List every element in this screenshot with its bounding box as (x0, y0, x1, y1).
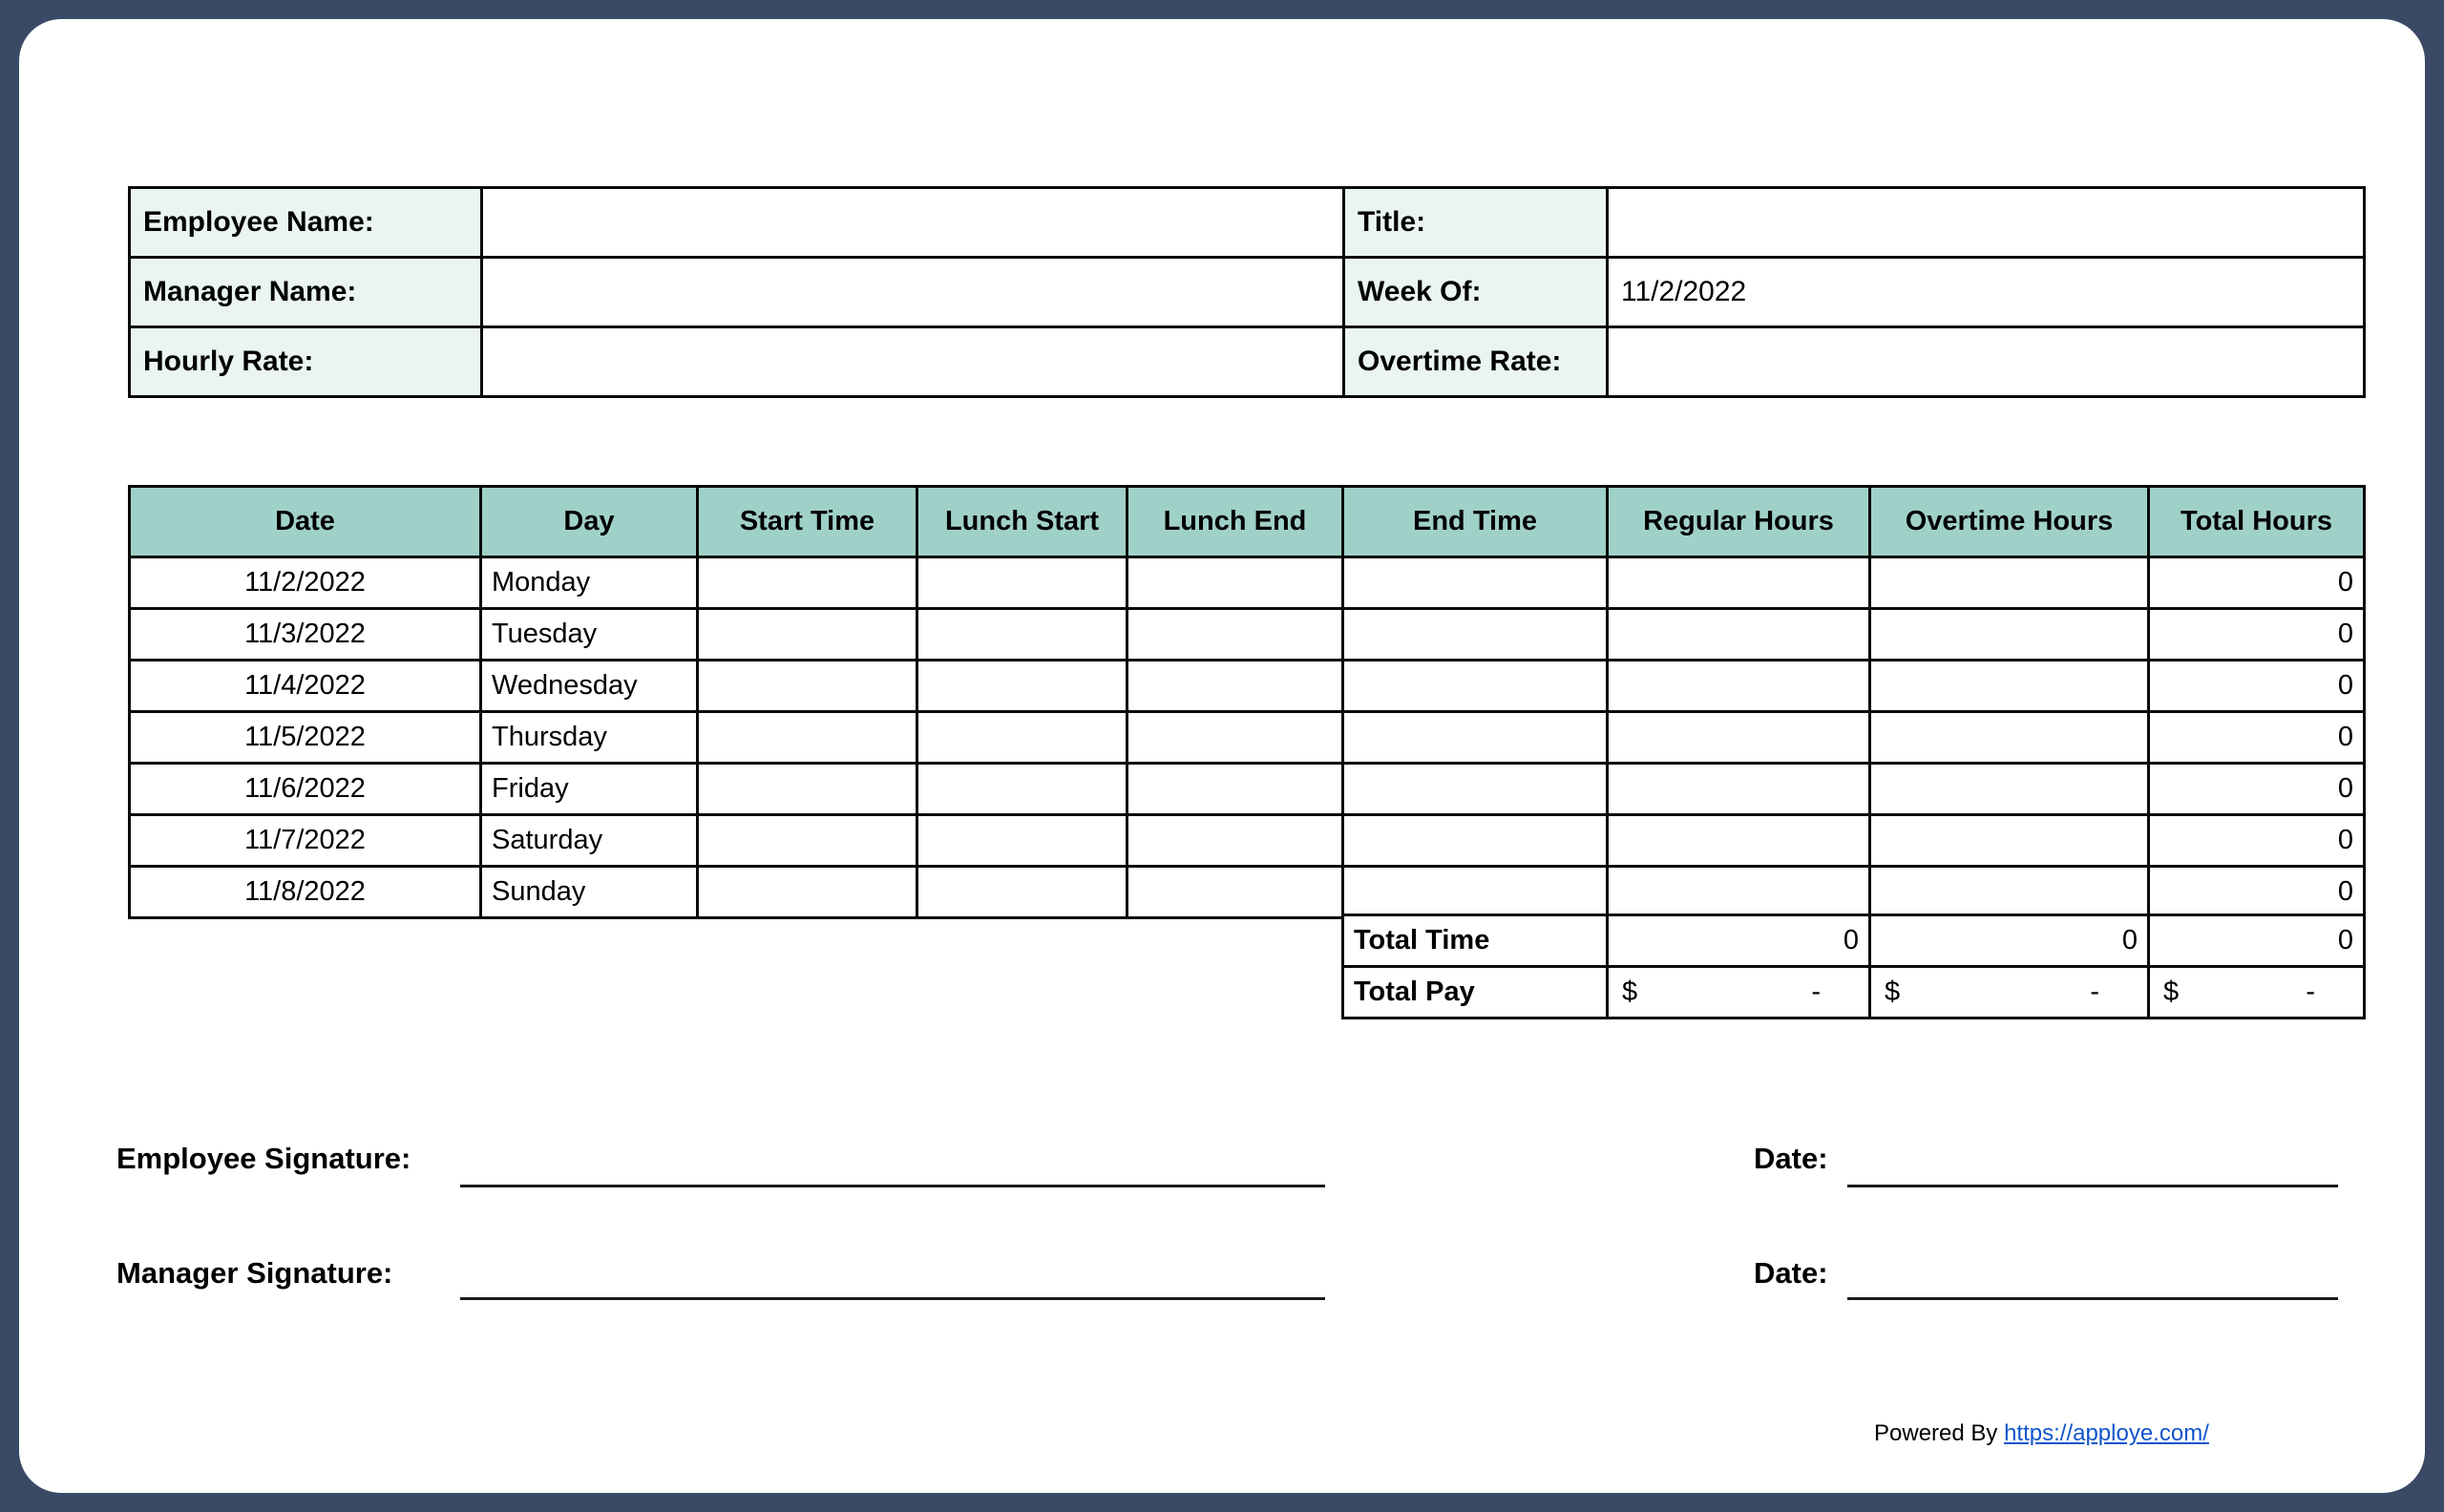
powered-by-footer (1874, 1420, 2209, 1447)
total-hours-value: 0 (2149, 915, 2365, 967)
end-time-cell[interactable] (1343, 764, 1608, 815)
lunch-start-cell[interactable] (917, 815, 1127, 867)
date-cell: 11/6/2022 (130, 764, 481, 815)
week-of-label: Week Of: (1344, 258, 1608, 327)
hourly-rate-label: Hourly Rate: (130, 327, 482, 397)
start-time-cell[interactable] (698, 867, 917, 918)
end-time-cell[interactable] (1343, 661, 1608, 712)
totals-table (1341, 914, 2366, 1019)
timesheet-row (130, 661, 2365, 712)
total-hours-cell: 0 (2149, 867, 2365, 918)
overtime-hours-cell[interactable] (1870, 557, 2149, 609)
employee-date-line[interactable] (1847, 1185, 2338, 1187)
start-time-cell[interactable] (698, 764, 917, 815)
total-hours-cell: 0 (2149, 557, 2365, 609)
total-hours-cell: 0 (2149, 609, 2365, 661)
lunch-end-cell[interactable] (1127, 609, 1343, 661)
start-time-cell[interactable] (698, 661, 917, 712)
employee-signature-line[interactable] (460, 1185, 1325, 1187)
lunch-end-cell[interactable] (1127, 712, 1343, 764)
date-cell: 11/3/2022 (130, 609, 481, 661)
day-cell: Sunday (481, 867, 698, 918)
overtime-hours-cell[interactable] (1870, 815, 2149, 867)
day-cell: Wednesday (481, 661, 698, 712)
lunch-end-cell[interactable] (1127, 815, 1343, 867)
end-time-cell[interactable] (1343, 867, 1608, 918)
total-hours-cell: 0 (2149, 764, 2365, 815)
total-time-label: Total Time (1343, 915, 1608, 967)
total-pay-row (1343, 967, 2365, 1018)
overtime-hours-cell[interactable] (1870, 764, 2149, 815)
timesheet-row (130, 712, 2365, 764)
overtime-hours-cell[interactable] (1870, 712, 2149, 764)
regular-pay-value (1608, 967, 1870, 1018)
total-time-row (1343, 915, 2365, 967)
total-hours-cell: 0 (2149, 815, 2365, 867)
regular-hours-cell[interactable] (1608, 609, 1870, 661)
timesheet-row (130, 764, 2365, 815)
overtime-hours-column-header: Overtime Hours (1870, 487, 2149, 557)
lunch-end-cell[interactable] (1127, 867, 1343, 918)
start-time-cell[interactable] (698, 815, 917, 867)
manager-signature-label: Manager Signature: (116, 1256, 393, 1290)
total-pay-value (2149, 967, 2365, 1018)
lunch-start-cell[interactable] (917, 712, 1127, 764)
overtime-hours-cell[interactable] (1870, 609, 2149, 661)
pay-amount: - (2090, 976, 2099, 1007)
overtime-rate-label: Overtime Rate: (1344, 327, 1608, 397)
manager-date-label: Date: (1754, 1256, 1828, 1290)
timesheet-row (130, 609, 2365, 661)
apploye-link[interactable]: https://apploye.com/ (2004, 1420, 2209, 1446)
manager-name-field[interactable] (482, 258, 1344, 327)
currency-symbol: $ (2163, 976, 2180, 1007)
total-pay-label: Total Pay (1343, 967, 1608, 1018)
end-time-cell[interactable] (1343, 609, 1608, 661)
date-column-header: Date (130, 487, 481, 557)
lunch-start-cell[interactable] (917, 557, 1127, 609)
title-field[interactable] (1608, 188, 2365, 258)
regular-hours-cell[interactable] (1608, 867, 1870, 918)
timesheet-row (130, 815, 2365, 867)
timesheet-document (19, 19, 2425, 1493)
lunch-end-column-header: Lunch End (1127, 487, 1343, 557)
powered-by-text: Powered By (1874, 1420, 2005, 1446)
timesheet-row (130, 557, 2365, 609)
overtime-rate-field[interactable] (1608, 327, 2365, 397)
regular-hours-cell[interactable] (1608, 764, 1870, 815)
end-time-column-header: End Time (1343, 487, 1608, 557)
currency-symbol: $ (1885, 976, 1901, 1007)
employee-info-table (128, 186, 2366, 398)
timesheet-table (128, 485, 2366, 919)
start-time-cell[interactable] (698, 609, 917, 661)
lunch-start-cell[interactable] (917, 609, 1127, 661)
overtime-pay-value (1870, 967, 2149, 1018)
employee-date-label: Date: (1754, 1142, 1828, 1175)
table-row (130, 327, 2365, 397)
start-time-cell[interactable] (698, 712, 917, 764)
manager-date-line[interactable] (1847, 1297, 2338, 1300)
regular-hours-cell[interactable] (1608, 557, 1870, 609)
week-of-field[interactable]: 11/2/2022 (1608, 258, 2365, 327)
total-hours-column-header: Total Hours (2149, 487, 2365, 557)
lunch-start-column-header: Lunch Start (917, 487, 1127, 557)
employee-signature-label: Employee Signature: (116, 1142, 411, 1175)
start-time-column-header: Start Time (698, 487, 917, 557)
day-cell: Friday (481, 764, 698, 815)
day-cell: Saturday (481, 815, 698, 867)
manager-name-label: Manager Name: (130, 258, 482, 327)
table-row (130, 258, 2365, 327)
timesheet-header-row (130, 487, 2365, 557)
regular-hours-cell[interactable] (1608, 661, 1870, 712)
lunch-start-cell[interactable] (917, 867, 1127, 918)
day-cell: Thursday (481, 712, 698, 764)
lunch-end-cell[interactable] (1127, 557, 1343, 609)
date-cell: 11/8/2022 (130, 867, 481, 918)
pay-amount: - (2306, 976, 2315, 1007)
overtime-hours-cell[interactable] (1870, 661, 2149, 712)
overtime-hours-cell[interactable] (1870, 867, 2149, 918)
regular-hours-cell[interactable] (1608, 712, 1870, 764)
manager-signature-line[interactable] (460, 1297, 1325, 1300)
currency-symbol: $ (1622, 976, 1638, 1007)
date-cell: 11/5/2022 (130, 712, 481, 764)
day-column-header: Day (481, 487, 698, 557)
regular-hours-column-header: Regular Hours (1608, 487, 1870, 557)
lunch-end-cell[interactable] (1127, 764, 1343, 815)
total-regular-hours-value: 0 (1608, 915, 1870, 967)
title-label: Title: (1344, 188, 1608, 258)
end-time-cell[interactable] (1343, 712, 1608, 764)
lunch-end-cell[interactable] (1127, 661, 1343, 712)
date-cell: 11/7/2022 (130, 815, 481, 867)
date-cell: 11/4/2022 (130, 661, 481, 712)
employee-name-label: Employee Name: (130, 188, 482, 258)
total-overtime-hours-value: 0 (1870, 915, 2149, 967)
total-hours-cell: 0 (2149, 712, 2365, 764)
regular-hours-cell[interactable] (1608, 815, 1870, 867)
total-hours-cell: 0 (2149, 661, 2365, 712)
hourly-rate-field[interactable] (482, 327, 1344, 397)
timesheet-row (130, 867, 2365, 918)
lunch-start-cell[interactable] (917, 661, 1127, 712)
day-cell: Tuesday (481, 609, 698, 661)
day-cell: Monday (481, 557, 698, 609)
pay-amount: - (1811, 976, 1821, 1007)
lunch-start-cell[interactable] (917, 764, 1127, 815)
end-time-cell[interactable] (1343, 815, 1608, 867)
table-row (130, 188, 2365, 258)
date-cell: 11/2/2022 (130, 557, 481, 609)
start-time-cell[interactable] (698, 557, 917, 609)
end-time-cell[interactable] (1343, 557, 1608, 609)
employee-name-field[interactable] (482, 188, 1344, 258)
